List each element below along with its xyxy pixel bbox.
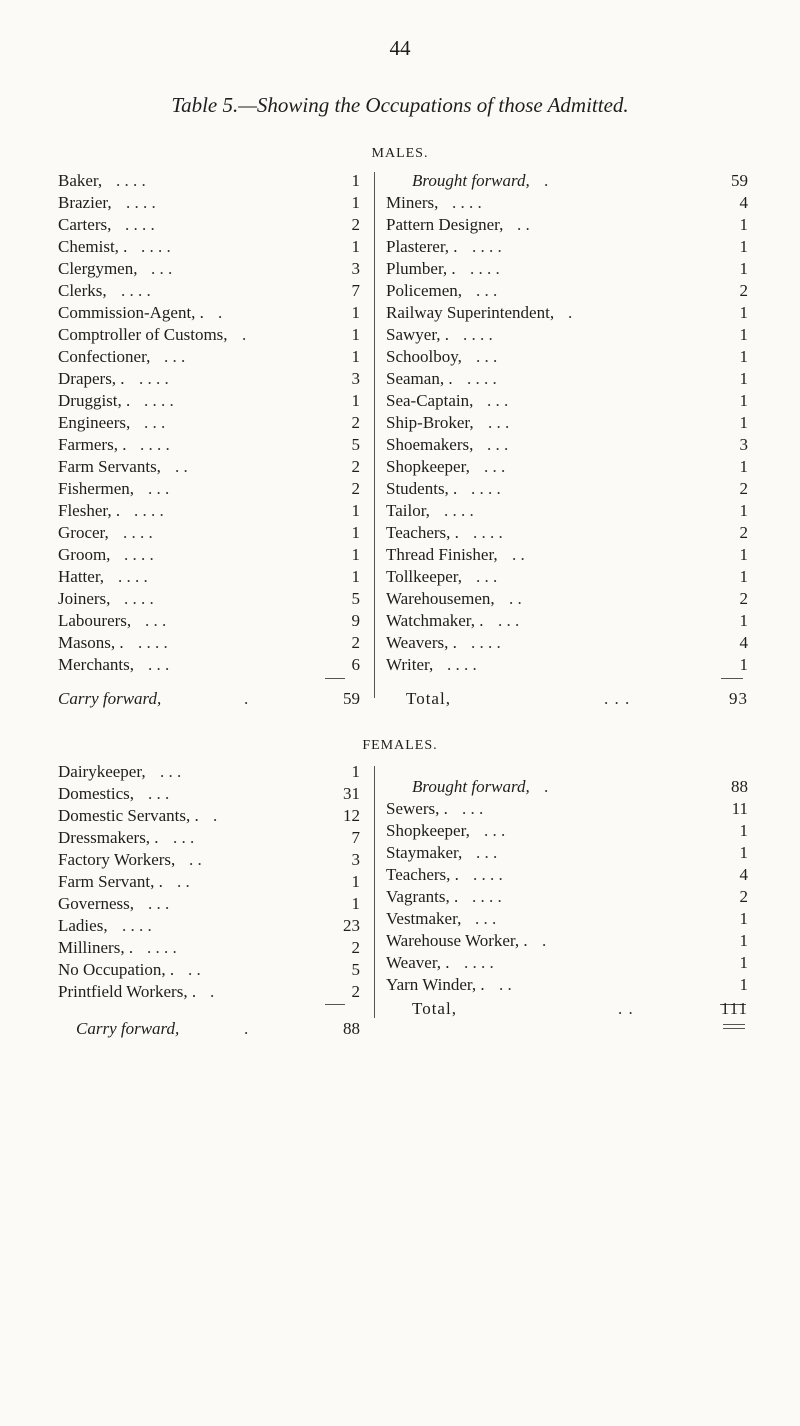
leader-dots: . . . — [604, 689, 631, 708]
occupation-label: Merchants, — [58, 655, 135, 674]
leader-dots: . . — [175, 457, 188, 476]
occupation-count: 2 — [739, 281, 748, 300]
occupation-count: 1 — [351, 237, 360, 256]
total-value: 93 — [729, 689, 748, 708]
occupation-label: Weavers, . — [386, 633, 457, 652]
table-row — [386, 588, 748, 610]
leader-dots: . . . . — [447, 655, 477, 674]
occupation-count: 1 — [351, 303, 360, 322]
leader-dots: . . . — [145, 611, 167, 630]
table-row — [386, 798, 748, 820]
leader-dots: . . . — [476, 347, 498, 366]
table-row — [386, 280, 748, 302]
leader-dots: . . . . — [471, 633, 501, 652]
occupation-label: No Occupation, . — [58, 960, 175, 979]
occupation-count: 1 — [351, 171, 360, 190]
table-row — [58, 805, 360, 827]
leader-dots: . . . . — [472, 887, 502, 906]
occupation-label: Farm Servants, — [58, 457, 161, 476]
occupation-count: 31 — [343, 784, 360, 803]
leader-dots: . . . . — [139, 369, 169, 388]
occupation-count: 1 — [351, 347, 360, 366]
occupation-count: 1 — [351, 501, 360, 520]
section-heading-males: MALES. — [371, 146, 429, 161]
table-row — [58, 302, 360, 324]
occupation-label: Governess, — [58, 894, 135, 913]
occupation-label: Hatter, — [58, 567, 105, 586]
occupation-count: 2 — [351, 479, 360, 498]
leader-dots: . . — [189, 850, 202, 869]
table-row — [386, 258, 748, 280]
females-total-double-rule — [723, 1024, 745, 1029]
table-row — [58, 959, 360, 981]
occupation-count: 59 — [731, 171, 748, 190]
leader-dots: . — [218, 303, 223, 322]
table-row — [58, 566, 360, 588]
occupation-label: Railway Superintendent, — [386, 303, 555, 322]
occupation-label: Schoolboy, — [386, 347, 462, 366]
total-label: Total, — [412, 999, 457, 1018]
table-row — [58, 214, 360, 236]
leader-dots: . — [242, 325, 247, 344]
carry-forward-value: 88 — [343, 1019, 360, 1038]
carry-forward-label: Carry forward, — [58, 689, 162, 708]
leader-dots: . . — [512, 545, 525, 564]
occupation-label: Flesher, . — [58, 501, 121, 520]
occupation-label: Commission-Agent, . — [58, 303, 204, 322]
occupation-count: 1 — [739, 413, 748, 432]
occupation-label: Clerks, — [58, 281, 107, 300]
table-row — [386, 886, 748, 908]
table-row — [386, 820, 748, 842]
table-title: Table 5.—Showing the Occupations of those Admitted. — [171, 93, 629, 117]
occupation-count: 88 — [731, 777, 748, 796]
leader-dots: . . — [509, 589, 522, 608]
occupation-count: 1 — [739, 501, 748, 520]
females-left-column — [58, 761, 360, 1003]
leader-dots: . . . — [164, 347, 186, 366]
table-row — [386, 522, 748, 544]
table-row — [58, 588, 360, 610]
leader-dots: . . . — [148, 479, 170, 498]
occupation-count: 12 — [343, 806, 360, 825]
occupation-count: 2 — [351, 413, 360, 432]
occupation-label: Yarn Winder, . — [386, 975, 485, 994]
occupation-label: Plasterer, . — [386, 237, 458, 256]
table-row — [386, 236, 748, 258]
leader-dots: . . . — [476, 567, 498, 586]
females-column-divider — [374, 766, 375, 1018]
occupation-label: Brazier, — [58, 193, 112, 212]
table-row — [386, 434, 748, 456]
total-label: Total, — [406, 689, 451, 708]
occupation-label: Warehousemen, — [386, 589, 495, 608]
occupation-count: 1 — [739, 909, 748, 928]
occupation-count: 9 — [351, 611, 360, 630]
occupation-count: 2 — [739, 887, 748, 906]
table-row — [386, 776, 748, 798]
leader-dots: . . . . — [138, 633, 168, 652]
leader-dots: . . . — [151, 259, 173, 278]
occupation-count: 1 — [739, 567, 748, 586]
occupation-label: Students, . — [386, 479, 458, 498]
occupation-label: Brought forward, — [412, 171, 530, 190]
occupation-label: Comptroller of Customs, — [58, 325, 228, 344]
occupation-label: Factory Workers, — [58, 850, 176, 869]
occupation-count: 3 — [351, 259, 360, 278]
table-row — [58, 170, 360, 192]
section-heading-females: FEMALES. — [362, 738, 438, 753]
total-value: 111 — [720, 999, 748, 1018]
occupation-label: Thread Finisher, — [386, 545, 498, 564]
table-row — [386, 842, 748, 864]
table-row — [58, 500, 360, 522]
occupation-label: Shoemakers, — [386, 435, 474, 454]
leader-dots: . . . — [498, 611, 520, 630]
leader-dots: . . — [177, 872, 190, 891]
leader-dots: . . . — [160, 762, 182, 781]
leader-dots: . . . . — [118, 567, 148, 586]
occupation-label: Writer, — [386, 655, 434, 674]
occupation-label: Shopkeeper, — [386, 457, 470, 476]
occupation-label: Groom, — [58, 545, 111, 564]
occupation-label: Labourers, — [58, 611, 132, 630]
leader-dots: . . . . — [123, 523, 153, 542]
occupation-count: 1 — [739, 611, 748, 630]
table-row — [58, 981, 360, 1003]
table-row — [386, 302, 748, 324]
occupation-label: Staymaker, — [386, 843, 463, 862]
leader-dots: . . . . — [116, 171, 146, 190]
occupation-label: Sewers, . — [386, 799, 448, 818]
carry-forward-label: Carry forward, — [76, 1019, 180, 1038]
occupation-label: Vagrants, . — [386, 887, 459, 906]
occupation-count: 1 — [739, 975, 748, 994]
leader-dots: . . — [517, 215, 530, 234]
table-row — [386, 478, 748, 500]
table-row — [386, 368, 748, 390]
table-row — [58, 632, 360, 654]
occupation-label: Tollkeeper, — [386, 567, 463, 586]
occupation-label: Masons, . — [58, 633, 124, 652]
occupation-count: 1 — [351, 523, 360, 542]
males-right-column — [386, 170, 748, 676]
occupation-count: 1 — [739, 259, 748, 278]
occupation-label: Pattern Designer, — [386, 215, 504, 234]
leader-dots: . . . — [487, 435, 509, 454]
table-row — [386, 412, 748, 434]
occupation-label: Confectioner, — [58, 347, 151, 366]
occupation-label: Drapers, . — [58, 369, 125, 388]
table-row — [386, 214, 748, 236]
males-total-row — [386, 688, 748, 710]
occupation-count: 1 — [739, 391, 748, 410]
table-row — [386, 974, 748, 996]
leader-dots: . . . . — [124, 545, 154, 564]
occupation-label: Carters, — [58, 215, 112, 234]
occupation-count: 23 — [343, 916, 360, 935]
table-row — [386, 390, 748, 412]
occupation-label: Tailor, — [386, 501, 430, 520]
occupation-count: 1 — [351, 391, 360, 410]
occupation-count: 2 — [351, 215, 360, 234]
leader-dots: . — [210, 982, 215, 1001]
occupation-label: Farm Servant, . — [58, 872, 163, 891]
leader-dots: . . . . — [473, 523, 503, 542]
table-row — [58, 654, 360, 676]
occupation-label: Brought forward, — [412, 777, 530, 796]
occupation-count: 1 — [739, 457, 748, 476]
leader-dots: . . . — [148, 784, 170, 803]
leader-dots: . . . . — [470, 259, 500, 278]
occupation-count: 1 — [351, 872, 360, 891]
leader-dots: . . . — [173, 828, 195, 847]
leader-dots: . . . — [476, 281, 498, 300]
occupation-label: Engineers, — [58, 413, 131, 432]
occupation-label: Domestic Servants, . — [58, 806, 199, 825]
males-left-column — [58, 170, 360, 676]
leader-dots: . . . — [148, 894, 170, 913]
occupation-count: 2 — [739, 589, 748, 608]
table-row — [58, 236, 360, 258]
occupation-label: Vestmaker, — [386, 909, 462, 928]
leader-dots: . . . . — [141, 237, 171, 256]
leader-dots: . . . . — [134, 501, 164, 520]
leader-dots: . . . — [144, 413, 166, 432]
leader-dots: . . . . — [444, 501, 474, 520]
table-row — [386, 566, 748, 588]
leader-dots: . . . . — [471, 479, 501, 498]
leader-dots: . . . . — [464, 953, 494, 972]
table-row — [58, 412, 360, 434]
table-row — [386, 456, 748, 478]
leader-dots: . . . . — [472, 237, 502, 256]
occupation-count: 2 — [739, 479, 748, 498]
occupation-label: Teachers, . — [386, 523, 459, 542]
leader-dots: . . . . — [126, 193, 156, 212]
occupation-count: 5 — [351, 435, 360, 454]
leader-dots: . . . — [484, 821, 506, 840]
table-row — [386, 908, 748, 930]
occupation-count: 1 — [739, 931, 748, 950]
leader-dots: . — [568, 303, 573, 322]
occupation-label: Dressmakers, . — [58, 828, 159, 847]
table-row — [58, 368, 360, 390]
table-row — [386, 544, 748, 566]
table-row — [58, 258, 360, 280]
occupation-count: 1 — [351, 193, 360, 212]
table-row — [386, 610, 748, 632]
table-row — [58, 390, 360, 412]
occupation-label: Joiners, — [58, 589, 111, 608]
occupation-count: 1 — [351, 894, 360, 913]
occupation-count: 5 — [351, 589, 360, 608]
leader-dots: . — [244, 689, 249, 708]
occupation-count: 7 — [351, 281, 360, 300]
occupation-count: 4 — [739, 865, 748, 884]
table-row — [58, 456, 360, 478]
occupation-label: Grocer, — [58, 523, 109, 542]
occupation-label: Chemist, . — [58, 237, 128, 256]
leader-dots: . — [544, 777, 549, 796]
occupation-count: 1 — [739, 655, 748, 674]
occupation-count: 1 — [739, 545, 748, 564]
occupation-label: Farmers, . — [58, 435, 127, 454]
occupation-count: 1 — [351, 567, 360, 586]
leader-dots: . . . — [462, 799, 484, 818]
leader-dots: . . . . — [452, 193, 482, 212]
females-right-column — [386, 776, 748, 996]
table-row — [58, 522, 360, 544]
table-row — [58, 544, 360, 566]
leader-dots: . . . — [476, 843, 498, 862]
table-row — [58, 434, 360, 456]
table-row — [386, 952, 748, 974]
occupation-label: Teachers, . — [386, 865, 459, 884]
males-left-sum-line — [325, 678, 345, 679]
leader-dots: . — [213, 806, 218, 825]
occupation-count: 1 — [739, 821, 748, 840]
occupation-count: 1 — [351, 762, 360, 781]
occupation-label: Fishermen, — [58, 479, 135, 498]
occupation-count: 2 — [351, 633, 360, 652]
occupation-count: 1 — [739, 369, 748, 388]
occupation-count: 1 — [739, 303, 748, 322]
females-total-row — [386, 998, 748, 1020]
males-column-divider — [374, 172, 375, 698]
table-row — [58, 280, 360, 302]
table-row — [58, 478, 360, 500]
table-row — [58, 761, 360, 783]
carry-forward-value: 59 — [343, 689, 360, 708]
leader-dots: . . . . — [140, 435, 170, 454]
leader-dots: . . . . — [121, 281, 151, 300]
occupation-label: Dairykeeper, — [58, 762, 146, 781]
table-row — [386, 864, 748, 886]
males-carry-forward-row — [58, 688, 360, 710]
occupation-label: Seaman, . — [386, 369, 453, 388]
occupation-count: 1 — [739, 347, 748, 366]
occupation-count: 2 — [351, 982, 360, 1001]
occupation-count: 4 — [739, 193, 748, 212]
occupation-count: 7 — [351, 828, 360, 847]
leader-dots: . — [542, 931, 547, 950]
occupation-label: Policemen, — [386, 281, 463, 300]
occupation-count: 4 — [739, 633, 748, 652]
occupation-label: Watchmaker, . — [386, 611, 484, 630]
table-row — [386, 170, 748, 192]
occupation-count: 2 — [351, 457, 360, 476]
occupation-label: Shopkeeper, — [386, 821, 470, 840]
occupation-label: Milliners, . — [58, 938, 134, 957]
table-row — [58, 610, 360, 632]
occupation-label: Weaver, . — [386, 953, 450, 972]
occupation-count: 2 — [351, 938, 360, 957]
leader-dots: . — [544, 171, 549, 190]
occupation-label: Baker, — [58, 171, 103, 190]
leader-dots: . . . — [484, 457, 506, 476]
table-row — [386, 500, 748, 522]
table-row — [386, 192, 748, 214]
table-row — [58, 871, 360, 893]
occupation-count: 1 — [739, 953, 748, 972]
leader-dots: . . — [499, 975, 512, 994]
females-carry-forward-row — [76, 1018, 360, 1040]
table-row — [58, 893, 360, 915]
occupation-label: Ship-Broker, — [386, 413, 474, 432]
occupation-label: Printfield Workers, . — [58, 982, 197, 1001]
leader-dots: . . — [188, 960, 201, 979]
table-row — [386, 632, 748, 654]
occupation-label: Druggist, . — [58, 391, 131, 410]
occupation-count: 2 — [739, 523, 748, 542]
occupation-count: 6 — [351, 655, 360, 674]
table-row — [58, 915, 360, 937]
leader-dots: . . . . — [463, 325, 493, 344]
leader-dots: . . — [618, 999, 634, 1018]
occupation-label: Plumber, . — [386, 259, 456, 278]
leader-dots: . . . . — [473, 865, 503, 884]
occupation-count: 1 — [739, 843, 748, 862]
leader-dots: . . . — [148, 655, 170, 674]
occupation-label: Sea-Captain, — [386, 391, 474, 410]
females-left-sum-line — [325, 1004, 345, 1005]
occupation-count: 1 — [739, 237, 748, 256]
table-row — [58, 937, 360, 959]
table-row — [58, 849, 360, 871]
table-row — [386, 324, 748, 346]
table-row — [58, 324, 360, 346]
occupation-count: 3 — [351, 850, 360, 869]
occupation-count: 1 — [739, 215, 748, 234]
table-row — [58, 192, 360, 214]
leader-dots: . . . . — [147, 938, 177, 957]
occupation-label: Ladies, — [58, 916, 108, 935]
table-row — [58, 346, 360, 368]
leader-dots: . . . . — [124, 589, 154, 608]
occupation-label: Clergymen, — [58, 259, 138, 278]
occupation-label: Miners, — [386, 193, 439, 212]
table-row — [58, 827, 360, 849]
occupation-label: Sawyer, . — [386, 325, 450, 344]
table-row — [386, 930, 748, 952]
table-row — [386, 654, 748, 676]
table-row — [58, 783, 360, 805]
occupation-count: 1 — [351, 325, 360, 344]
occupation-count: 3 — [739, 435, 748, 454]
occupation-label: Warehouse Worker, . — [386, 931, 528, 950]
leader-dots: . . . . — [467, 369, 497, 388]
leader-dots: . — [244, 1019, 249, 1038]
occupation-label: Domestics, — [58, 784, 135, 803]
leader-dots: . . . — [475, 909, 497, 928]
leader-dots: . . . — [488, 413, 510, 432]
males-right-sum-line — [721, 678, 743, 679]
page-number: 44 — [389, 36, 411, 60]
occupation-count: 3 — [351, 369, 360, 388]
occupation-count: 5 — [351, 960, 360, 979]
leader-dots: . . . . — [122, 916, 152, 935]
occupation-count: 1 — [739, 325, 748, 344]
occupation-count: 1 — [351, 545, 360, 564]
leader-dots: . . . — [487, 391, 509, 410]
leader-dots: . . . . — [144, 391, 174, 410]
table-row — [386, 346, 748, 368]
leader-dots: . . . . — [125, 215, 155, 234]
occupation-count: 11 — [731, 799, 748, 818]
